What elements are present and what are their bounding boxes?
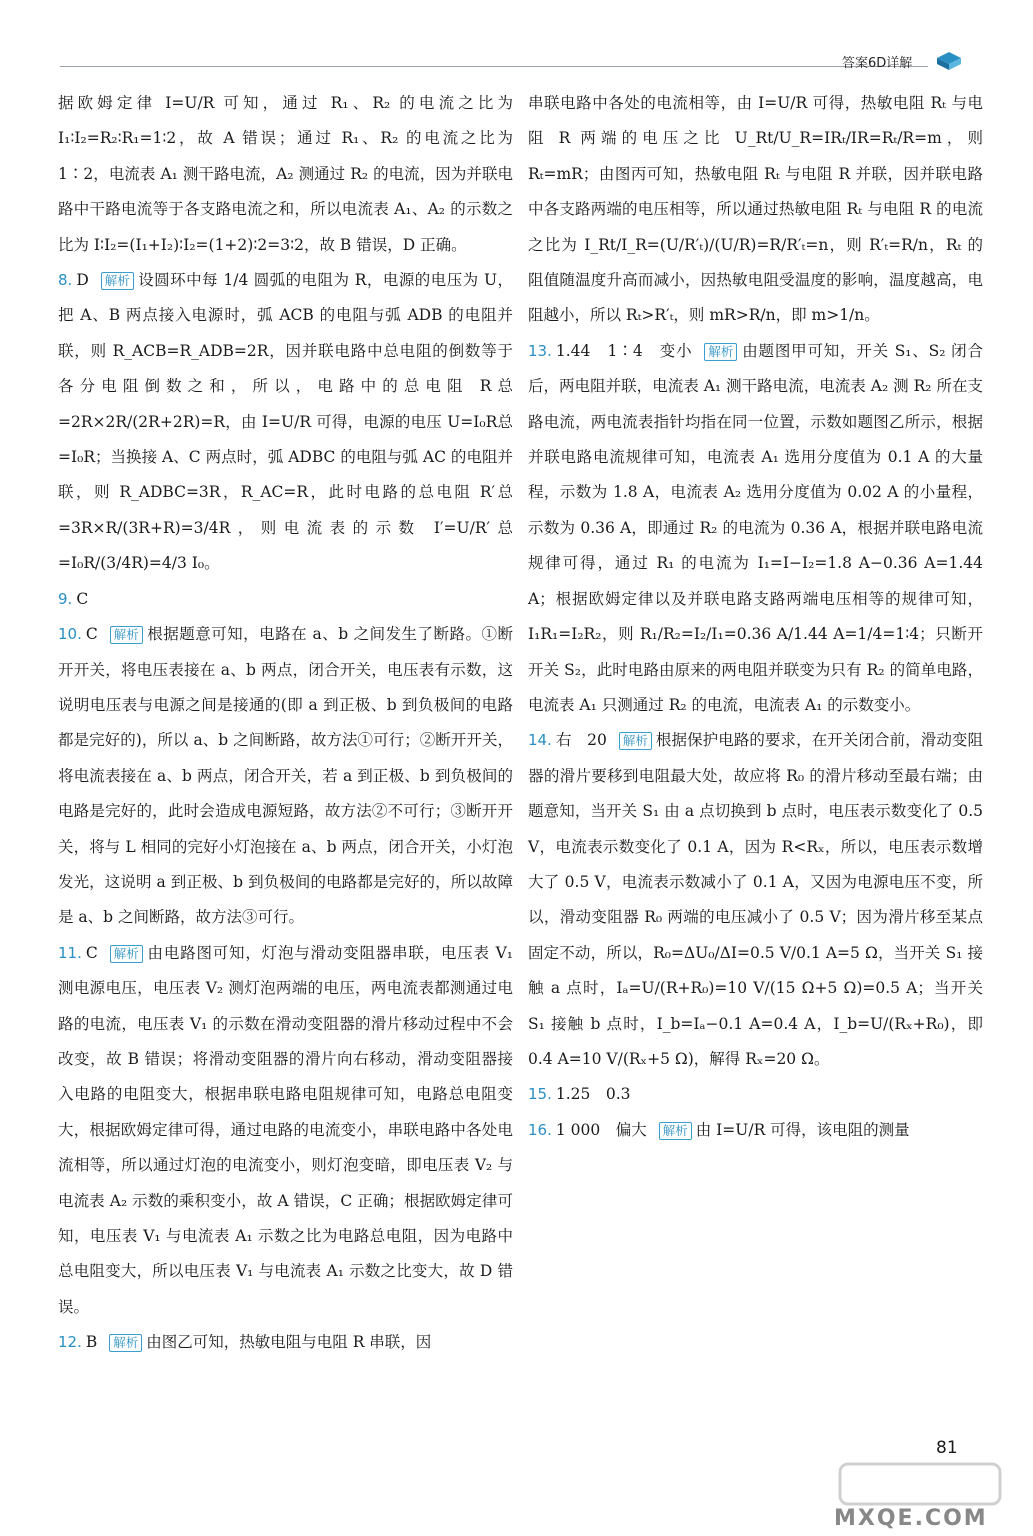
- answer-text: 根据保护电路的要求，在开关闭合前，滑动变阻器的滑片要移到电阻最大处，故应将 R₀ 的滑片移动至最右端；由题意知，当开关 S₁ 由 a 点切换到 b 点时，电压表示数变化了 0.5 V，电流表示数变化了 0.1 A，因为 R<Rₓ，所以，电压表示数增大了 0.5 V，电流表示数减小了 0.1 A，又因为电源电压不变，所以，滑动变阻器 R₀ 两端的电压减小了 0.5 V；因为滑片移至某点固定不动，所以，R₀=ΔU₀/ΔI=0.5 V/0.1 A=5 Ω，当开关 S₁ 接触 a 点时，Iₐ=U/(R+R₀)=10 V/(15 Ω+5 Ω)=0.5 A；当开关 S₁ 接触 b 点时，I_b=Iₐ−0.1 A=0.4 A，I_b=U/(Rₓ+R₀)，即 0.4 A=10 V/(Rₓ+5 Ω)，解得 Rₓ=20 Ω。: [528, 731, 983, 1068]
- analysis-tag: 解析: [110, 626, 143, 644]
- question-number: 8.: [58, 271, 73, 290]
- question-number: 14.: [528, 731, 552, 750]
- answer-text: 由图乙可知，热敏电阻与电阻 R 串联，因: [146, 1333, 432, 1352]
- question-number: 12.: [58, 1333, 82, 1352]
- question-number: 9.: [58, 589, 73, 608]
- header-label: 答案6D详解: [842, 56, 913, 71]
- answer-choice: 1.44 1∶4 变小: [555, 341, 693, 360]
- analysis-tag: 解析: [659, 1122, 692, 1140]
- right-column: [528, 86, 983, 1148]
- answer-choice: 1.25 0.3: [555, 1085, 631, 1104]
- answer-text: 串联电路中各处的电流相等，由 I=U/R 可得，热敏电阻 Rₜ 与电阻 R 两端的电压之比 U_Rt/U_R=IRₜ/IR=Rₜ/R=m，则 Rₜ=mR；由图丙可知，热敏电阻 Rₜ 与电阻 R 并联，因并联电路中各支路两端的电压相等，所以通过热敏电阻 Rₜ 与电阻 R 的电流之比为 I_Rt/I_R=(U/R′ₜ)/(U/R)=R/R′ₜ=n，则 R′ₜ=R/n，Rₜ 的阻值随温度升高而减小，因热敏电阻受温度的影响，温度越高，电阻越小，所以 Rₜ>R′ₜ，则 mR>R/n，即 m>1/n。: [528, 94, 983, 325]
- answer-15: [528, 1077, 983, 1112]
- analysis-tag: 解析: [109, 1334, 142, 1352]
- question-number: 16.: [528, 1120, 552, 1139]
- answer-text: 据欧姆定律 I=U/R 可知，通过 R₁、R₂ 的电流之比为 I₁∶I₂=R₂∶R₁=1∶2，故 A 错误；通过 R₁、R₂ 的电流之比为 1∶2，电流表 A₁ 测干路电流，A₂ 测通过 R₂ 的电流，因为并联电路中干路电流等于各支路电流之和，所以电流表 A₁、A₂ 的示数之比为 I∶I₂=(I₁+I₂)∶I₂=(1+2)∶2=3∶2，故 B 错误，D 正确。: [58, 94, 513, 254]
- analysis-tag: 解析: [101, 272, 134, 290]
- analysis-tag: 解析: [619, 732, 652, 750]
- answer-text: 由题图甲可知，开关 S₁、S₂ 闭合后，两电阻并联，电流表 A₁ 测干路电流，电流表 A₂ 测 R₂ 所在支路电流，两电流表指针均指在同一位置，示数如题图乙所示，根据并联电路电流规律可知，电流表 A₁ 选用分度值为 0.1 A 的大量程，示数为 1.8 A，电流表 A₂ 选用分度值为 0.02 A 的小量程，示数为 0.36 A，即通过 R₂ 的电流为 0.36 A，根据并联电路电流规律可得，通过 R₁ 的电流为 I₁=I−I₂=1.8 A−0.36 A=1.44 A；根据欧姆定律以及并联电路支路两端电压相等的规律可知，I₁R₁=I₂R₂，则 R₁/R₂=I₂/I₁=0.36 A/1.44 A=1/4=1∶4；只断开开关 S₂，此时电路由原来的两电阻并联变为只有 R₂ 的简单电路，电流表 A₁ 只测通过 R₂ 的电流，电流表 A₁ 的示数变小。: [528, 341, 983, 714]
- answer-text: 由 I=U/R 可得，该电阻的测量: [695, 1120, 910, 1139]
- answer-14: [528, 723, 983, 1077]
- answer-choice: 1 000 偏大: [555, 1120, 647, 1139]
- page-number: 81: [936, 1438, 958, 1458]
- question-number: 13.: [528, 341, 552, 360]
- question-number: 10.: [58, 625, 82, 644]
- answer-9: [58, 582, 513, 617]
- answer-choice: D: [76, 271, 89, 290]
- analysis-tag: 解析: [704, 343, 737, 361]
- left-column: [58, 86, 513, 1361]
- diamond-logo-icon: [934, 50, 964, 72]
- answer-text: 设圆环中每 1/4 圆弧的电阻为 R，电源的电压为 U，把 A、B 两点接入电源时，弧 ACB 的电阻与弧 ADB 的电阻并联，则 R_ACB=R_ADB=2R，因并联电路中总电阻的倒数等于各分电阻倒数之和，所以，电路中的总电阻 R总=2R×2R/(2R+2R)=R，由 I=U/R 可得，电源的电压 U=I₀R总=I₀R；当换接 A、C 两点时，弧 ADBC 的电阻与弧 AC 的电阻并联，则 R_ADBC=3R，R_AC=R，此时电路的总电阻 R′总=3R×R/(3R+R)=3/4R，则电流表的示数 I′=U/R′总=I₀R/(3/4R)=4/3 I₀。: [58, 271, 513, 573]
- answer-7-continued: [58, 86, 513, 263]
- answer-12: [58, 1325, 513, 1360]
- answer-8: [58, 263, 513, 582]
- answer-16: [528, 1113, 983, 1148]
- header-rule: [60, 66, 928, 67]
- question-number: 15.: [528, 1085, 552, 1104]
- question-number: 11.: [58, 943, 82, 962]
- answer-choice: 右 20: [555, 731, 607, 750]
- answer-choice: B: [85, 1333, 98, 1352]
- answer-text: 根据题意可知，电路在 a、b 之间发生了断路。①断开开关，将电压表接在 a、b 两点，闭合开关，电压表有示数，这说明电压表与电源之间是接通的(即 a 到正极、b 到负极间的电路都是完好的)，所以 a、b 之间断路，故方法①可行；②断开开关，将电流表接在 a、b 两点，闭合开关，若 a 到正极、b 到负极间的电路是完好的，此时会造成电源短路，故方法②不可行；③断开开关，将与 L 相同的完好小灯泡接在 a、b 两点，闭合开关，小灯泡发光，这说明 a 到正极、b 到负极间的电路都是完好的，所以故障是 a、b 之间断路，故方法③可行。: [58, 625, 513, 927]
- analysis-tag: 解析: [110, 945, 143, 963]
- answer-10: [58, 617, 513, 936]
- answer-12-continued: [528, 86, 983, 334]
- answer-choice: C: [76, 589, 89, 608]
- answer-choice: C: [85, 943, 98, 962]
- watermark-text: MXQE.COM: [834, 1506, 988, 1531]
- answer-13: [528, 334, 983, 723]
- answer-text: 由电路图可知，灯泡与滑动变阻器串联，电压表 V₁ 测电源电压，电压表 V₂ 测灯泡两端的电压，两电流表都测通过电路的电流，电压表 V₁ 的示数在滑动变阻器的滑片移动过程中不会改变，故 B 错误；将滑动变阻器的滑片向右移动，滑动变阻器接入电路的电阻变大，根据串联电路电阻规律可知，电路总电阻变大，根据欧姆定律可得，通过电路的电流变小，串联电路中各处电流相等，所以通过灯泡的电流变小，则灯泡变暗，即电压表 V₂ 与电流表 A₂ 示数的乘积变小，故 A 错误，C 正确；根据欧姆定律可知，电压表 V₁ 与电流表 A₁ 示数之比为电路总电阻，因为电路中总电阻变大，所以电压表 V₁ 与电流表 A₁ 示数之比变大，故 D 错误。: [58, 943, 513, 1316]
- answer-11: [58, 936, 513, 1325]
- answer-choice: C: [85, 625, 98, 644]
